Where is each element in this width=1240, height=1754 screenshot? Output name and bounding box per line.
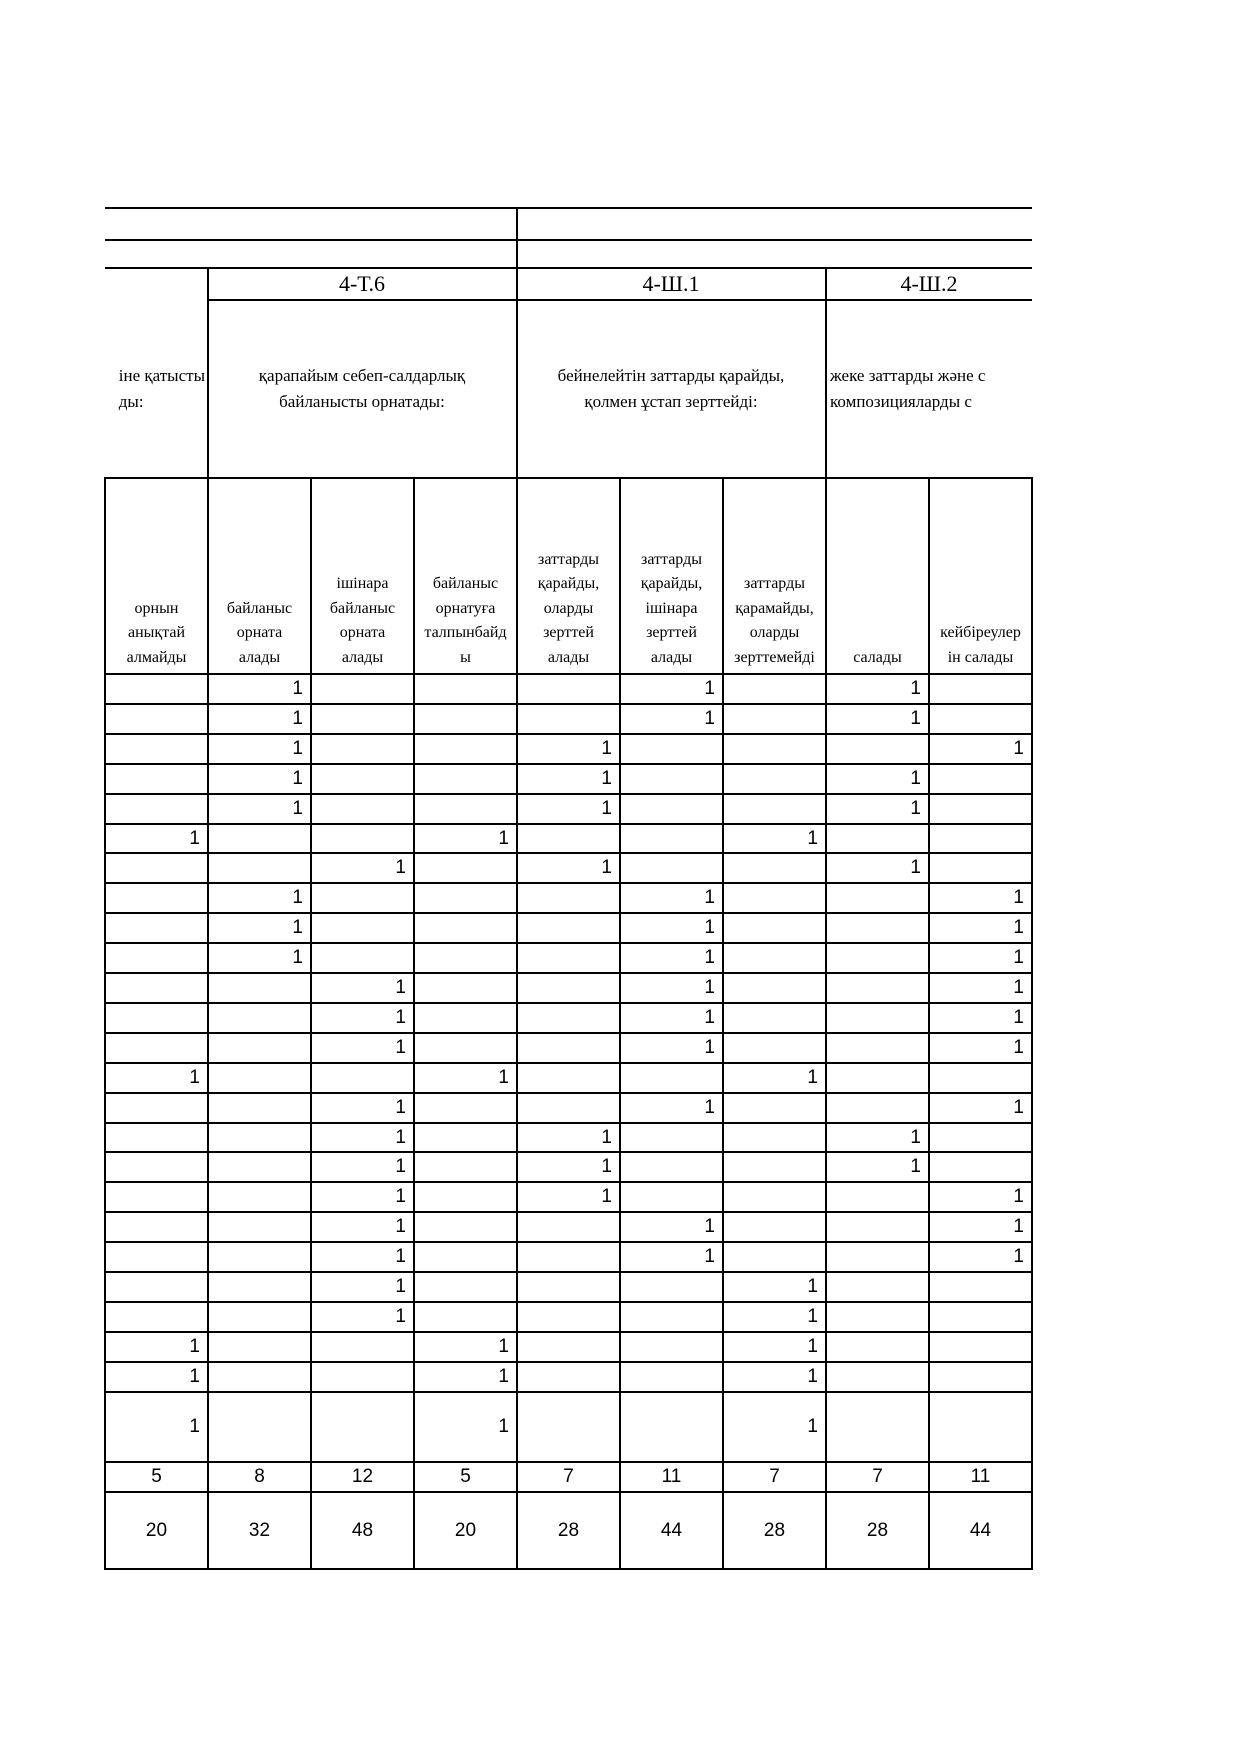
table-cell	[929, 1303, 1032, 1331]
table-cell	[620, 825, 723, 852]
table-cell: 1	[704, 678, 715, 699]
table-cell: 1	[601, 1186, 612, 1207]
table-cell	[929, 1153, 1032, 1181]
table-cell	[414, 1183, 517, 1211]
table-cell	[105, 914, 208, 942]
table-cell: 1	[807, 1336, 818, 1357]
sub-header: заттарды қарайды, ішінара зерттей алады	[640, 550, 703, 666]
table-cell: 1	[704, 977, 715, 998]
table-cell	[414, 974, 517, 1002]
total-cell: 11	[661, 1466, 682, 1487]
table-cell	[311, 1393, 414, 1461]
table-cell	[105, 1153, 208, 1181]
table-cell: 1	[1013, 977, 1024, 998]
table-cell: 1	[1013, 738, 1024, 759]
total-cell: 7	[769, 1466, 780, 1487]
table-cell	[105, 1213, 208, 1241]
table-cell	[414, 1094, 517, 1122]
table-cell: 1	[807, 1067, 818, 1088]
table-cell	[826, 1064, 929, 1092]
table-cell	[414, 1034, 517, 1062]
table-cell	[620, 1303, 723, 1331]
table-cell	[929, 675, 1032, 703]
table-cell: 1	[1013, 947, 1024, 968]
table-cell	[414, 1303, 517, 1331]
criterion-desc-partial: іне қатысты ды:	[118, 366, 205, 411]
table-cell	[517, 1034, 620, 1062]
table-cell	[208, 1064, 311, 1092]
table-cell: 1	[704, 1097, 715, 1118]
table-cell: 1	[1013, 1216, 1024, 1237]
table-cell: 1	[292, 917, 303, 938]
total-cell: 7	[563, 1466, 574, 1487]
table-cell	[105, 1004, 208, 1032]
table-cell	[517, 705, 620, 733]
table-cell	[826, 1363, 929, 1391]
table-cell: 1	[1013, 1007, 1024, 1028]
table-cell	[620, 735, 723, 763]
criterion-desc-t6: қарапайым себеп-салдарлық байланысты орнатады:	[258, 366, 466, 411]
table-cell: 1	[395, 1186, 406, 1207]
table-cell	[105, 765, 208, 793]
table-cell: 1	[395, 857, 406, 878]
table-cell	[826, 884, 929, 912]
total-cell: 5	[151, 1466, 162, 1487]
table-cell	[311, 914, 414, 942]
table-cell: 1	[601, 1156, 612, 1177]
total-cell: 7	[872, 1466, 883, 1487]
table-cell	[208, 1183, 311, 1211]
table-cell	[929, 1064, 1032, 1092]
table-cell	[723, 1183, 826, 1211]
table-cell	[208, 1213, 311, 1241]
table-cell: 1	[601, 738, 612, 759]
table-cell: 1	[498, 1416, 509, 1437]
table-cell: 1	[910, 1156, 921, 1177]
table-cell	[929, 1124, 1032, 1151]
table-cell	[311, 675, 414, 703]
table-cell	[517, 1064, 620, 1092]
table-cell	[208, 1153, 311, 1181]
table-cell	[517, 1393, 620, 1461]
table-cell	[929, 1333, 1032, 1361]
table-cell	[105, 1273, 208, 1301]
table-cell: 1	[395, 1126, 406, 1148]
percent-cell: 44	[660, 1519, 683, 1541]
table-cell	[929, 1363, 1032, 1391]
table-cell	[517, 1303, 620, 1331]
table-cell	[311, 1064, 414, 1092]
table-cell: 1	[395, 1276, 406, 1297]
table-cell	[414, 1153, 517, 1181]
table-cell	[826, 1034, 929, 1062]
table-cell: 1	[292, 768, 303, 789]
table-cell	[105, 705, 208, 733]
table-cell	[517, 974, 620, 1002]
table-cell	[723, 1243, 826, 1271]
table-cell	[517, 675, 620, 703]
table-cell: 1	[292, 887, 303, 908]
sub-header: байланыс орната алады	[226, 599, 293, 666]
table-cell	[826, 1243, 929, 1271]
table-cell	[414, 1004, 517, 1032]
table-cell	[929, 854, 1032, 882]
table-cell: 1	[704, 887, 715, 908]
table-cell	[723, 1124, 826, 1151]
table-cell	[620, 765, 723, 793]
table-cell: 1	[910, 1126, 921, 1148]
table-cell: 1	[292, 738, 303, 759]
table-cell	[620, 854, 723, 882]
table-cell: 1	[189, 827, 200, 849]
table-cell	[414, 795, 517, 823]
table-cell	[517, 884, 620, 912]
table-cell	[105, 1034, 208, 1062]
table-cell: 1	[189, 1366, 200, 1387]
table-cell	[105, 675, 208, 703]
table-cell	[311, 795, 414, 823]
table-cell: 1	[807, 1276, 818, 1297]
table-cell: 1	[807, 1306, 818, 1327]
sub-header: заттарды қарамайды, оларды зерттемейді	[734, 575, 815, 666]
table-cell	[620, 1273, 723, 1301]
table-cell	[208, 1273, 311, 1301]
table-cell	[517, 1004, 620, 1032]
table-cell	[311, 825, 414, 852]
sub-header: байланыс орнатуға талпынбайд ы	[424, 575, 507, 666]
table-cell	[929, 1393, 1032, 1461]
table-cell	[208, 1303, 311, 1331]
table-cell	[311, 1363, 414, 1391]
table-cell	[208, 1034, 311, 1062]
table-cell	[723, 1034, 826, 1062]
table-cell	[826, 944, 929, 972]
table-cell	[414, 854, 517, 882]
table-cell: 1	[910, 857, 921, 878]
table-cell: 1	[1013, 1246, 1024, 1267]
table-cell	[620, 1183, 723, 1211]
sub-header: кейбіреулер ін салады	[940, 624, 1021, 666]
table-cell	[826, 1183, 929, 1211]
table-cell	[723, 1094, 826, 1122]
table-cell	[620, 1064, 723, 1092]
percent-cell: 48	[351, 1519, 374, 1541]
table-cell	[620, 1393, 723, 1461]
table-cell	[414, 944, 517, 972]
table-cell	[105, 884, 208, 912]
table-cell: 1	[704, 708, 715, 729]
table-cell	[826, 914, 929, 942]
table-cell	[105, 1183, 208, 1211]
table-cell	[311, 944, 414, 972]
sub-header: ішінара байланыс орната алады	[329, 575, 396, 666]
table-cell	[723, 974, 826, 1002]
table-cell	[105, 1124, 208, 1151]
table-cell	[208, 1333, 311, 1361]
table-cell	[517, 1094, 620, 1122]
grid-line	[105, 207, 1032, 209]
table-cell	[105, 735, 208, 763]
table-cell	[620, 1153, 723, 1181]
table-cell: 1	[395, 1037, 406, 1058]
table-cell	[414, 735, 517, 763]
table-cell: 1	[498, 1336, 509, 1357]
total-cell: 5	[460, 1466, 471, 1487]
table-cell	[517, 1333, 620, 1361]
table-cell	[414, 675, 517, 703]
table-cell	[826, 825, 929, 852]
table-cell	[723, 795, 826, 823]
sub-header: орнын анықтай алмайды	[126, 599, 187, 666]
table-cell: 1	[910, 768, 921, 789]
table-cell	[826, 1273, 929, 1301]
table-cell	[826, 1303, 929, 1331]
table-cell: 1	[395, 977, 406, 998]
percent-cell: 28	[557, 1519, 580, 1541]
table-cell	[929, 765, 1032, 793]
table-cell	[826, 735, 929, 763]
table-cell	[620, 1124, 723, 1151]
table-cell	[208, 825, 311, 852]
table-cell	[105, 1303, 208, 1331]
table-cell: 1	[704, 917, 715, 938]
table-cell	[723, 944, 826, 972]
criterion-desc-sh2: жеке заттарды және с композицияларды с	[830, 366, 986, 411]
percent-cell: 32	[248, 1519, 271, 1541]
total-cell: 12	[351, 1466, 374, 1487]
table-cell: 1	[395, 1306, 406, 1327]
table-cell	[826, 974, 929, 1002]
table-cell: 1	[704, 1037, 715, 1058]
table-cell: 1	[498, 1067, 509, 1088]
table-cell	[208, 1393, 311, 1461]
table-cell: 1	[704, 1007, 715, 1028]
table-cell	[414, 1124, 517, 1151]
table-cell	[414, 1213, 517, 1241]
table-cell	[929, 825, 1032, 852]
table-cell	[208, 854, 311, 882]
table-cell: 1	[395, 1246, 406, 1267]
table-cell: 1	[292, 708, 303, 729]
table-cell	[517, 914, 620, 942]
table-cell	[414, 765, 517, 793]
table-cell	[517, 825, 620, 852]
sub-header: заттарды қарайды, оларды зерттей алады	[537, 550, 600, 666]
table-cell	[414, 1243, 517, 1271]
table-cell: 1	[292, 678, 303, 699]
table-cell	[517, 1243, 620, 1271]
table-cell: 1	[1013, 917, 1024, 938]
table-cell	[826, 1094, 929, 1122]
table-cell	[414, 914, 517, 942]
total-cell: 11	[970, 1466, 991, 1487]
percent-cell: 28	[763, 1519, 786, 1541]
table-cell	[311, 705, 414, 733]
table-cell	[105, 1243, 208, 1271]
table-cell: 1	[910, 708, 921, 729]
table-cell	[723, 1153, 826, 1181]
table-cell	[620, 1333, 723, 1361]
table-cell: 1	[498, 827, 509, 849]
percent-cell: 20	[145, 1519, 168, 1541]
grid-line	[105, 239, 1032, 241]
table-cell	[826, 1004, 929, 1032]
table-cell: 1	[1013, 1186, 1024, 1207]
table-cell: 1	[189, 1336, 200, 1357]
table-cell	[826, 1393, 929, 1461]
percent-cell: 20	[454, 1519, 477, 1541]
table-cell: 1	[189, 1067, 200, 1088]
criterion-code-sh2: 4-Ш.2	[900, 270, 958, 296]
table-cell	[208, 1094, 311, 1122]
table-cell	[105, 854, 208, 882]
table-cell: 1	[395, 1097, 406, 1118]
table-cell: 1	[601, 857, 612, 878]
table-cell: 1	[395, 1216, 406, 1237]
grid-line	[105, 1568, 1032, 1570]
percent-cell: 28	[866, 1519, 889, 1541]
table-cell: 1	[807, 827, 818, 849]
table-cell	[208, 974, 311, 1002]
table-cell	[723, 705, 826, 733]
table-cell: 1	[1013, 887, 1024, 908]
table-cell: 1	[601, 1126, 612, 1148]
table-cell: 1	[292, 798, 303, 819]
criterion-code-sh1: 4-Ш.1	[642, 270, 700, 296]
table-cell	[826, 1333, 929, 1361]
table-cell	[208, 1243, 311, 1271]
table-cell	[723, 735, 826, 763]
table-cell	[723, 675, 826, 703]
table-cell	[208, 1004, 311, 1032]
table-cell: 1	[704, 1216, 715, 1237]
table-cell	[620, 795, 723, 823]
table-cell	[723, 765, 826, 793]
table-cell	[517, 944, 620, 972]
percent-cell: 44	[969, 1519, 992, 1541]
table-cell	[105, 944, 208, 972]
table-cell: 1	[601, 768, 612, 789]
total-cell: 8	[254, 1466, 265, 1487]
table-cell	[723, 914, 826, 942]
table-cell	[311, 884, 414, 912]
criterion-code-t6: 4-Т.6	[338, 270, 386, 296]
table-cell	[105, 795, 208, 823]
table-cell: 1	[704, 947, 715, 968]
table-cell	[414, 884, 517, 912]
table-cell: 1	[1013, 1037, 1024, 1058]
table-cell: 1	[498, 1366, 509, 1387]
table-cell	[105, 974, 208, 1002]
table-cell	[929, 705, 1032, 733]
table-cell: 1	[292, 947, 303, 968]
table-cell	[311, 765, 414, 793]
table-cell	[105, 1094, 208, 1122]
table-cell: 1	[601, 798, 612, 819]
table-cell	[311, 1333, 414, 1361]
table-cell	[517, 1273, 620, 1301]
table-cell	[826, 1213, 929, 1241]
table-cell	[311, 735, 414, 763]
table-cell	[929, 1273, 1032, 1301]
table-cell: 1	[704, 1246, 715, 1267]
table-cell: 1	[807, 1366, 818, 1387]
table-cell: 1	[395, 1156, 406, 1177]
table-cell: 1	[910, 678, 921, 699]
table-cell	[620, 1363, 723, 1391]
table-cell	[723, 1004, 826, 1032]
table-cell: 1	[807, 1416, 818, 1437]
table-cell	[208, 1363, 311, 1391]
table-cell	[414, 1273, 517, 1301]
table-cell	[414, 705, 517, 733]
table-cell: 1	[395, 1007, 406, 1028]
table-cell	[723, 884, 826, 912]
table-cell: 1	[1013, 1097, 1024, 1118]
criterion-desc-sh1: бейнелейтін заттарды қарайды, қолмен ұстап зерттейді:	[557, 366, 785, 411]
table-cell	[929, 795, 1032, 823]
table-cell	[723, 854, 826, 882]
table-cell	[517, 1363, 620, 1391]
table-cell: 1	[189, 1416, 200, 1437]
table-cell	[208, 1124, 311, 1151]
table-cell	[723, 1213, 826, 1241]
table-cell	[517, 1213, 620, 1241]
sub-header: салады	[853, 648, 902, 666]
table-cell: 1	[910, 798, 921, 819]
